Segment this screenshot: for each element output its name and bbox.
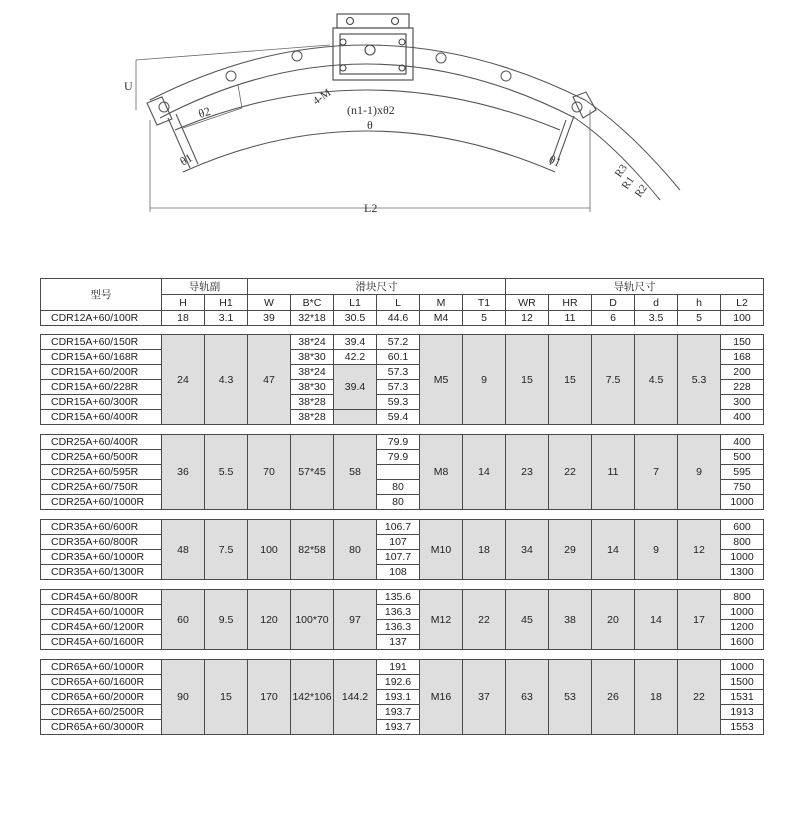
cell-d-small: 3.5 [635,311,678,326]
cell-bc: 142*106 [291,660,334,735]
cell-hr: 15 [549,335,592,425]
cell-h-small: 9 [678,435,721,510]
cell-hr: 11 [549,311,592,326]
cell-wr: 63 [506,660,549,735]
label-r1: R1 [619,174,637,192]
header-column: WR [506,295,549,311]
cell-bc: 38*28 [291,395,334,410]
cell-l [377,465,420,480]
cell-l2: 800 [721,535,764,550]
dimension-lines [136,45,590,212]
cell-h1: 4.3 [205,335,248,425]
cell-l2: 1000 [721,660,764,675]
cell-bc: 38*24 [291,335,334,350]
cell-wr: 45 [506,590,549,650]
cell-l: 193.1 [377,690,420,705]
cell-m: M16 [420,660,463,735]
curved-rail-drawing [0,0,800,230]
cell-l2: 1531 [721,690,764,705]
label-4m: 4-M [310,86,334,108]
cell-l: 57.3 [377,380,420,395]
model-cell: CDR25A+60/500R [41,450,162,465]
group-spacer [41,580,764,590]
header-column: B*C [291,295,334,311]
model-cell: CDR35A+60/800R [41,535,162,550]
cell-hr: 29 [549,520,592,580]
cell-l1: 58 [334,435,377,510]
cell-t1: 5 [463,311,506,326]
header-rail-size: 导轨尺寸 [506,279,764,295]
cell-l2: 1200 [721,620,764,635]
table-row [41,435,764,450]
cell-l2: 500 [721,450,764,465]
cell-l1: 30.5 [334,311,377,326]
cell-h: 24 [162,335,205,425]
cell-bc: 38*30 [291,380,334,395]
header-block-size: 滑块尺寸 [248,279,506,295]
header-column: d [635,295,678,311]
header-column: H [162,295,205,311]
spacer-cell [41,425,764,435]
cell-l1: 144.2 [334,660,377,735]
cell-w: 39 [248,311,291,326]
header-rail-pair: 导轨副 [162,279,248,295]
label-theta1-left: θ1 [177,150,195,169]
group-spacer [41,650,764,660]
cell-h1: 3.1 [205,311,248,326]
label-theta: θ [367,118,373,132]
spacer-cell [41,650,764,660]
cell-wr: 23 [506,435,549,510]
cell-d-large: 14 [592,520,635,580]
carriage-block [333,14,413,80]
cell-bc: 82*58 [291,520,334,580]
cell-l1: 39.4 [334,365,377,410]
cell-l2: 400 [721,435,764,450]
header-column: h [678,295,721,311]
cell-w: 47 [248,335,291,425]
cell-d-large: 26 [592,660,635,735]
cell-l2: 300 [721,395,764,410]
table-row [41,520,764,535]
cell-l2: 1000 [721,605,764,620]
model-cell: CDR15A+60/150R [41,335,162,350]
cell-m: M5 [420,335,463,425]
cell-l2: 150 [721,335,764,350]
cell-h-small: 5 [678,311,721,326]
cell-d-small: 9 [635,520,678,580]
cell-bc: 57*45 [291,435,334,510]
model-cell: CDR45A+60/1200R [41,620,162,635]
model-cell: CDR15A+60/228R [41,380,162,395]
model-cell: CDR25A+60/1000R [41,495,162,510]
spacer-cell [41,510,764,520]
model-cell: CDR45A+60/1000R [41,605,162,620]
cell-l: 137 [377,635,420,650]
model-cell: CDR25A+60/595R [41,465,162,480]
cell-l2: 1600 [721,635,764,650]
cell-d-small: 14 [635,590,678,650]
model-cell: CDR25A+60/400R [41,435,162,450]
cell-h1: 9.5 [205,590,248,650]
cell-l2: 228 [721,380,764,395]
cell-hr: 38 [549,590,592,650]
cell-l: 191 [377,660,420,675]
cell-l: 44.6 [377,311,420,326]
group-spacer [41,425,764,435]
cell-l: 136.3 [377,620,420,635]
cell-l: 135.6 [377,590,420,605]
cell-h-small: 22 [678,660,721,735]
model-cell: CDR12A+60/100R [41,311,162,326]
model-cell: CDR45A+60/1600R [41,635,162,650]
cell-h-small: 17 [678,590,721,650]
cell-h: 90 [162,660,205,735]
cell-d-small: 4.5 [635,335,678,425]
cell-l1: 42.2 [334,350,377,365]
cell-w: 170 [248,660,291,735]
table-row [41,590,764,605]
model-cell: CDR15A+60/300R [41,395,162,410]
header-column: T1 [463,295,506,311]
cell-l: 59.3 [377,395,420,410]
cell-l2: 168 [721,350,764,365]
header-column: M [420,295,463,311]
group-spacer [41,510,764,520]
header-column: H1 [205,295,248,311]
cell-h: 60 [162,590,205,650]
table-row [41,660,764,675]
model-cell: CDR65A+60/2500R [41,705,162,720]
cell-l: 57.3 [377,365,420,380]
cell-l2: 1500 [721,675,764,690]
model-cell: CDR35A+60/600R [41,520,162,535]
cell-l1 [334,410,377,425]
group-spacer [41,326,764,335]
model-cell: CDR65A+60/2000R [41,690,162,705]
cell-l2: 1000 [721,495,764,510]
cell-l: 107 [377,535,420,550]
cell-bc: 38*24 [291,365,334,380]
cell-h: 48 [162,520,205,580]
model-cell: CDR35A+60/1000R [41,550,162,565]
cell-bc: 100*70 [291,590,334,650]
cell-l: 107.7 [377,550,420,565]
cell-t1: 18 [463,520,506,580]
header-column: HR [549,295,592,311]
spacer-cell [41,326,764,335]
cell-l2: 595 [721,465,764,480]
table-row [41,335,764,350]
cell-l2: 400 [721,410,764,425]
model-cell: CDR65A+60/1600R [41,675,162,690]
cell-h-small: 5.3 [678,335,721,425]
cell-wr: 15 [506,335,549,425]
cell-bc: 32*18 [291,311,334,326]
cell-t1: 9 [463,335,506,425]
cell-h: 36 [162,435,205,510]
cell-l: 79.9 [377,435,420,450]
model-cell: CDR65A+60/3000R [41,720,162,735]
cell-wr: 34 [506,520,549,580]
cell-d-large: 20 [592,590,635,650]
cell-l2: 200 [721,365,764,380]
label-theta2: θ2 [196,103,213,121]
cell-t1: 37 [463,660,506,735]
label-n-theta2: (n1-1)xθ2 [347,103,395,117]
model-cell: CDR15A+60/168R [41,350,162,365]
model-cell: CDR35A+60/1300R [41,565,162,580]
label-r3: R3 [612,162,630,180]
cell-d-large: 7.5 [592,335,635,425]
cell-l1: 80 [334,520,377,580]
cell-l2: 1913 [721,705,764,720]
cell-hr: 22 [549,435,592,510]
cell-m: M10 [420,520,463,580]
cell-l: 136.3 [377,605,420,620]
cell-w: 120 [248,590,291,650]
cell-m: M4 [420,311,463,326]
cell-d-large: 6 [592,311,635,326]
cell-l2: 1000 [721,550,764,565]
cell-l1: 97 [334,590,377,650]
cell-t1: 14 [463,435,506,510]
cell-l: 193.7 [377,720,420,735]
model-cell: CDR15A+60/400R [41,410,162,425]
cell-bc: 38*30 [291,350,334,365]
model-cell: CDR15A+60/200R [41,365,162,380]
cell-m: M8 [420,435,463,510]
cell-l2: 100 [721,311,764,326]
cell-d-small: 18 [635,660,678,735]
header-row [41,279,764,295]
cell-m: M12 [420,590,463,650]
cell-h: 18 [162,311,205,326]
header-column: D [592,295,635,311]
cell-l: 60.1 [377,350,420,365]
model-cell: CDR25A+60/750R [41,480,162,495]
header-column: W [248,295,291,311]
cell-l: 79.9 [377,450,420,465]
cell-l2: 800 [721,590,764,605]
cell-l: 59.4 [377,410,420,425]
cell-t1: 22 [463,590,506,650]
cell-hr: 53 [549,660,592,735]
cell-w: 70 [248,435,291,510]
cell-l: 108 [377,565,420,580]
cell-h1: 5.5 [205,435,248,510]
cell-l: 80 [377,480,420,495]
cell-l2: 600 [721,520,764,535]
header-column: L [377,295,420,311]
cell-l1: 39.4 [334,335,377,350]
cell-l: 80 [377,495,420,510]
spec-table [40,278,764,735]
cell-l: 193.7 [377,705,420,720]
cell-d-small: 7 [635,435,678,510]
cell-l2: 750 [721,480,764,495]
header-model: 型号 [41,279,162,311]
label-theta1-right: θ1 [546,152,564,170]
model-cell: CDR65A+60/1000R [41,660,162,675]
cell-l: 106.7 [377,520,420,535]
cell-l: 57.2 [377,335,420,350]
header-column: L2 [721,295,764,311]
cell-wr: 12 [506,311,549,326]
cell-h1: 15 [205,660,248,735]
cell-l: 192.6 [377,675,420,690]
cell-h-small: 12 [678,520,721,580]
cell-l2: 1553 [721,720,764,735]
cell-h1: 7.5 [205,520,248,580]
label-u: U [124,79,133,93]
cell-l2: 1300 [721,565,764,580]
label-r2: R2 [632,182,650,200]
cell-w: 100 [248,520,291,580]
header-column: L1 [334,295,377,311]
table-row [41,311,764,326]
spacer-cell [41,580,764,590]
cell-bc: 38*28 [291,410,334,425]
model-cell: CDR45A+60/800R [41,590,162,605]
cell-d-large: 11 [592,435,635,510]
label-l2: L2 [364,201,378,215]
